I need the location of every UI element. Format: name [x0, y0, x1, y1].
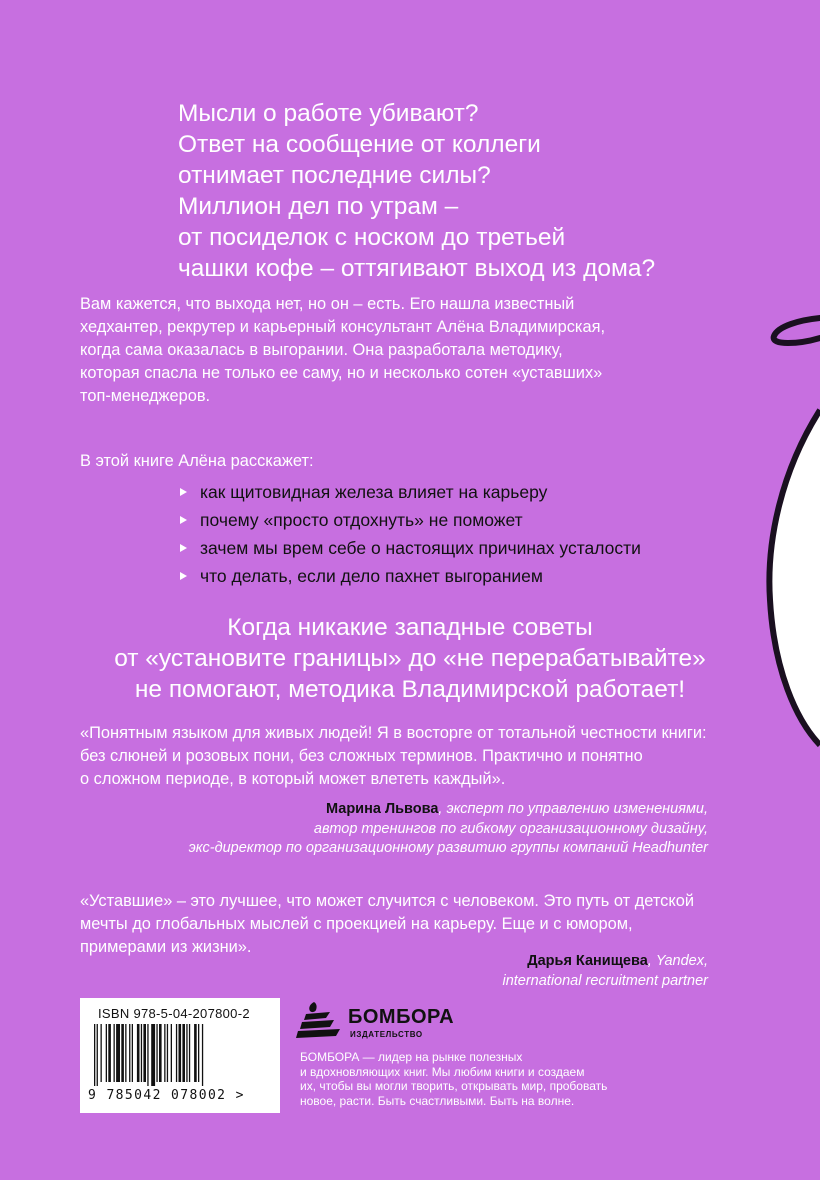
list-item	[178, 534, 778, 562]
reviewer-name: Дарья Канищева	[527, 953, 648, 969]
quote-line: мечты до глобальных мыслей с проекцией на карьеру. Еще и с юмором,	[80, 915, 633, 933]
claim-line: Когда никакие западные советы	[227, 614, 593, 641]
intro-line: когда сама оказалась в выгорании. Она разработала методику,	[80, 341, 563, 359]
blurb-line: и вдохновляющих книг. Мы любим книги и создаем	[300, 1064, 585, 1079]
headline-line: чашки кофе – оттягивают выход из дома?	[178, 255, 656, 282]
list-item	[178, 478, 778, 506]
review-attribution-2	[502, 952, 708, 991]
intro-line: Вам кажется, что выхода нет, но он – есть. Его нашла известный	[80, 295, 575, 313]
headline-line: Ответ на сообщение от коллеги	[178, 131, 541, 158]
headline-line: Миллион дел по утрам –	[178, 193, 459, 220]
quote-line: «Уставшие» – это лучшее, что может случится с человеком. Это путь от детской	[80, 892, 694, 910]
quote-line: о сложном периоде, в который может влететь каждый».	[80, 770, 506, 788]
headline	[178, 98, 798, 284]
quote-line: примерами из жизни».	[80, 938, 252, 956]
review-quote-2	[80, 890, 740, 959]
list-item	[178, 506, 778, 534]
barcode-digits: 9 785042 078002 >	[88, 1088, 245, 1103]
intro-line: топ-менеджеров.	[80, 387, 211, 405]
list-item-text: что делать, если дело пахнет выгоранием	[200, 566, 543, 586]
review-quote-1	[80, 722, 740, 791]
list-item	[178, 562, 778, 590]
bullets-lead: В этой книге Алёна расскажет:	[80, 452, 314, 470]
publisher-name: БОМБОРА	[348, 1006, 455, 1028]
blurb-line: их, чтобы вы могли творить, открывать мир, пробовать	[300, 1079, 608, 1093]
triangle-bullet-icon	[180, 572, 187, 580]
reviewer-role: international recruitment partner	[502, 972, 708, 989]
reviewer-role: , эксперт по управлению изменениями,	[438, 801, 708, 817]
publisher-blurb	[300, 1050, 610, 1108]
quote-line: «Понятным языком для живых людей! Я в восторге от тотальной честности книги:	[80, 724, 707, 742]
headline-line: отнимает последние силы?	[178, 162, 491, 189]
barcode-bars-icon	[94, 1024, 266, 1086]
triangle-bullet-icon	[180, 488, 187, 496]
reviewer-role: , Yandex,	[647, 953, 708, 969]
review-attribution-1	[189, 800, 708, 859]
bombora-logo-icon	[296, 1000, 344, 1042]
intro-line: хедхантер, рекрутер и карьерный консультант Алёна Владимирская,	[80, 318, 605, 336]
headline-line: Мысли о работе убивают?	[178, 100, 479, 127]
claim	[80, 612, 740, 705]
list-item-text: зачем мы врем себе о настоящих причинах усталости	[200, 538, 641, 558]
quote-line: без слюней и розовых пони, без сложных терминов. Практично и понятно	[80, 747, 643, 765]
publisher-subtitle: ИЗДАТЕЛЬСТВО	[350, 1030, 423, 1039]
blurb-line: новое, расти. Быть счастливыми. Быть на волне.	[300, 1093, 575, 1108]
reviewer-name: Марина Львова	[326, 801, 439, 817]
claim-line: не помогают, методика Владимирской работает!	[134, 676, 686, 703]
list-item-text: как щитовидная железа влияет на карьеру	[200, 482, 548, 502]
reviewer-role: экс-директор по организационному развитию группы компаний Headhunter	[188, 840, 708, 856]
blurb-line: БОМБОРА — лидер на рынке полезных	[300, 1050, 523, 1064]
triangle-bullet-icon	[180, 516, 187, 524]
intro-line: которая спасла не только ее саму, но и несколько сотен «уставших»	[80, 364, 603, 382]
triangle-bullet-icon	[180, 544, 187, 552]
intro-paragraph	[80, 293, 770, 408]
claim-line: от «установите границы» до «не перерабатывайте»	[114, 645, 706, 672]
barcode	[80, 998, 280, 1113]
reviewer-role: автор тренингов по гибкому организационному дизайну,	[313, 820, 708, 837]
bullet-list	[178, 478, 778, 590]
headline-line: от посиделок с носком до третьей	[178, 224, 566, 251]
isbn-text: ISBN 978-5-04-207800-2	[98, 1006, 250, 1021]
list-item-text: почему «просто отдохнуть» не поможет	[200, 510, 523, 530]
